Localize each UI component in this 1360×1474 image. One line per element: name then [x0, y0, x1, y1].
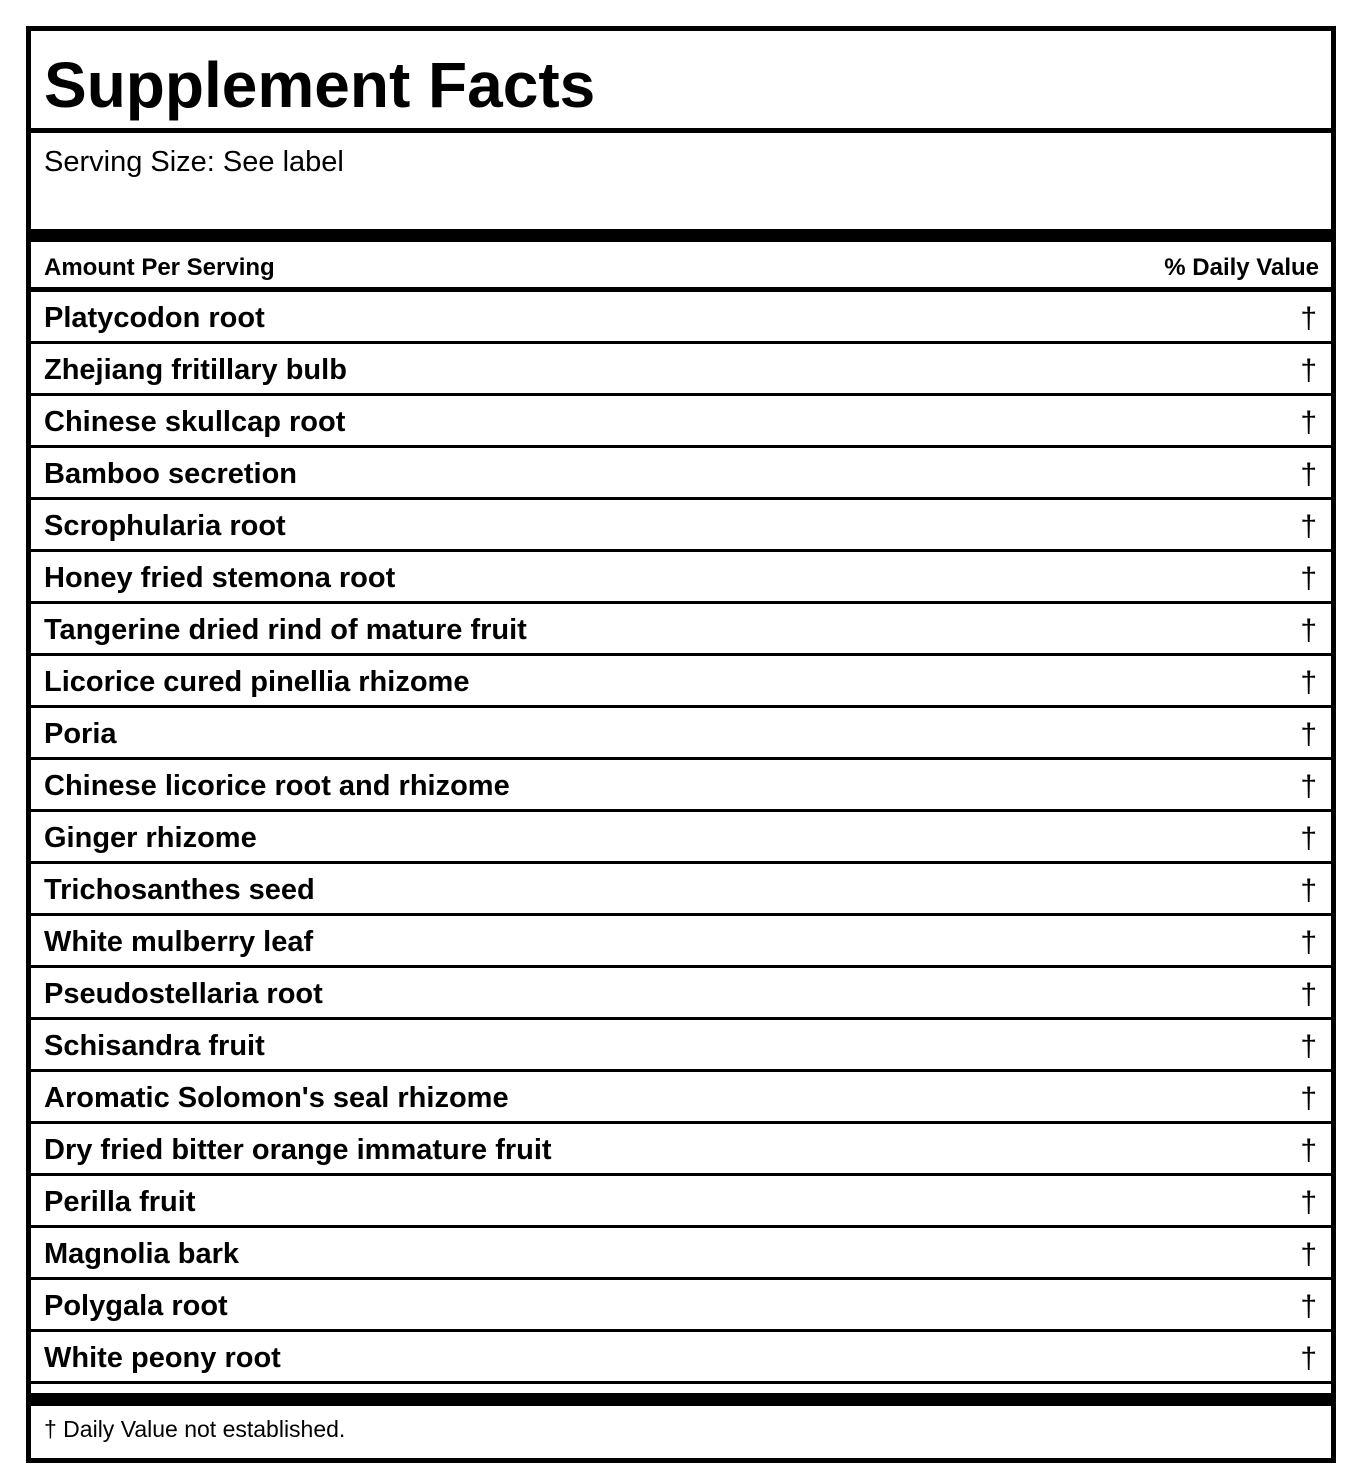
- ingredient-row: [31, 656, 1331, 708]
- ingredient-daily-value: †: [1300, 926, 1317, 959]
- serving-size: Serving Size: See label: [44, 146, 344, 178]
- ingredient-row: [31, 1332, 1331, 1384]
- ingredient-daily-value: †: [1300, 302, 1317, 335]
- ingredient-name: Pseudostellaria root: [44, 978, 323, 1010]
- ingredient-daily-value: †: [1300, 978, 1317, 1011]
- ingredient-daily-value: †: [1300, 406, 1317, 439]
- ingredient-name: Licorice cured pinellia rhizome: [44, 666, 470, 698]
- ingredient-daily-value: †: [1300, 1342, 1317, 1375]
- ingredient-row: [31, 1020, 1331, 1072]
- ingredient-row: [31, 292, 1331, 344]
- ingredient-row: [31, 968, 1331, 1020]
- ingredient-daily-value: †: [1300, 874, 1317, 907]
- ingredient-row: [31, 864, 1331, 916]
- ingredient-row: [31, 1176, 1331, 1228]
- ingredient-name: Platycodon root: [44, 302, 265, 334]
- label-title: Supplement Facts: [44, 49, 596, 121]
- ingredient-row: [31, 552, 1331, 604]
- ingredient-daily-value: †: [1300, 510, 1317, 543]
- ingredient-name: Perilla fruit: [44, 1186, 196, 1218]
- ingredient-daily-value: †: [1300, 718, 1317, 751]
- footer-thick-divider: [31, 1393, 1331, 1406]
- ingredient-daily-value: †: [1300, 666, 1317, 699]
- ingredient-daily-value: †: [1300, 822, 1317, 855]
- ingredient-row: [31, 344, 1331, 396]
- ingredient-name: Zhejiang fritillary bulb: [44, 354, 347, 386]
- ingredient-daily-value: †: [1300, 1082, 1317, 1115]
- supplement-facts-label: [26, 26, 1336, 1463]
- ingredient-list: [31, 292, 1331, 1384]
- ingredient-daily-value: †: [1300, 1186, 1317, 1219]
- ingredient-row: [31, 708, 1331, 760]
- ingredient-row: [31, 1124, 1331, 1176]
- serving-thick-divider: [31, 229, 1331, 242]
- ingredient-row: [31, 916, 1331, 968]
- footnote: † Daily Value not established.: [44, 1416, 346, 1442]
- ingredient-daily-value: †: [1300, 1030, 1317, 1063]
- ingredient-daily-value: †: [1300, 562, 1317, 595]
- ingredient-name: Magnolia bark: [44, 1238, 239, 1270]
- ingredient-row: [31, 1280, 1331, 1332]
- ingredient-name: Ginger rhizome: [44, 822, 257, 854]
- ingredient-daily-value: †: [1300, 1238, 1317, 1271]
- ingredient-row: [31, 604, 1331, 656]
- column-header: [31, 245, 1331, 289]
- ingredient-name: Poria: [44, 718, 117, 750]
- ingredient-name: Dry fried bitter orange immature fruit: [44, 1134, 552, 1166]
- ingredient-daily-value: †: [1300, 770, 1317, 803]
- ingredient-name: White peony root: [44, 1342, 281, 1374]
- ingredient-row: [31, 448, 1331, 500]
- ingredient-name: Chinese skullcap root: [44, 406, 346, 438]
- ingredient-row: [31, 1072, 1331, 1124]
- ingredient-name: Trichosanthes seed: [44, 874, 315, 906]
- ingredient-name: Chinese licorice root and rhizome: [44, 770, 510, 802]
- ingredient-row: [31, 1228, 1331, 1280]
- ingredient-row: [31, 760, 1331, 812]
- daily-value-header: % Daily Value: [1164, 254, 1319, 281]
- ingredient-name: Scrophularia root: [44, 510, 286, 542]
- ingredient-daily-value: †: [1300, 1134, 1317, 1167]
- ingredient-name: Aromatic Solomon's seal rhizome: [44, 1082, 509, 1114]
- ingredient-name: Schisandra fruit: [44, 1030, 265, 1062]
- amount-per-serving-header: Amount Per Serving: [44, 254, 275, 281]
- ingredient-row: [31, 500, 1331, 552]
- ingredient-name: Honey fried stemona root: [44, 562, 396, 594]
- ingredient-row: [31, 812, 1331, 864]
- ingredient-name: White mulberry leaf: [44, 926, 314, 958]
- ingredient-daily-value: †: [1300, 458, 1317, 491]
- ingredient-daily-value: †: [1300, 354, 1317, 387]
- ingredient-name: Bamboo secretion: [44, 458, 297, 490]
- ingredient-daily-value: †: [1300, 1290, 1317, 1323]
- ingredient-name: Tangerine dried rind of mature fruit: [44, 614, 527, 646]
- ingredient-name: Polygala root: [44, 1290, 228, 1322]
- ingredient-row: [31, 396, 1331, 448]
- ingredient-daily-value: †: [1300, 614, 1317, 647]
- title-divider: [31, 128, 1331, 133]
